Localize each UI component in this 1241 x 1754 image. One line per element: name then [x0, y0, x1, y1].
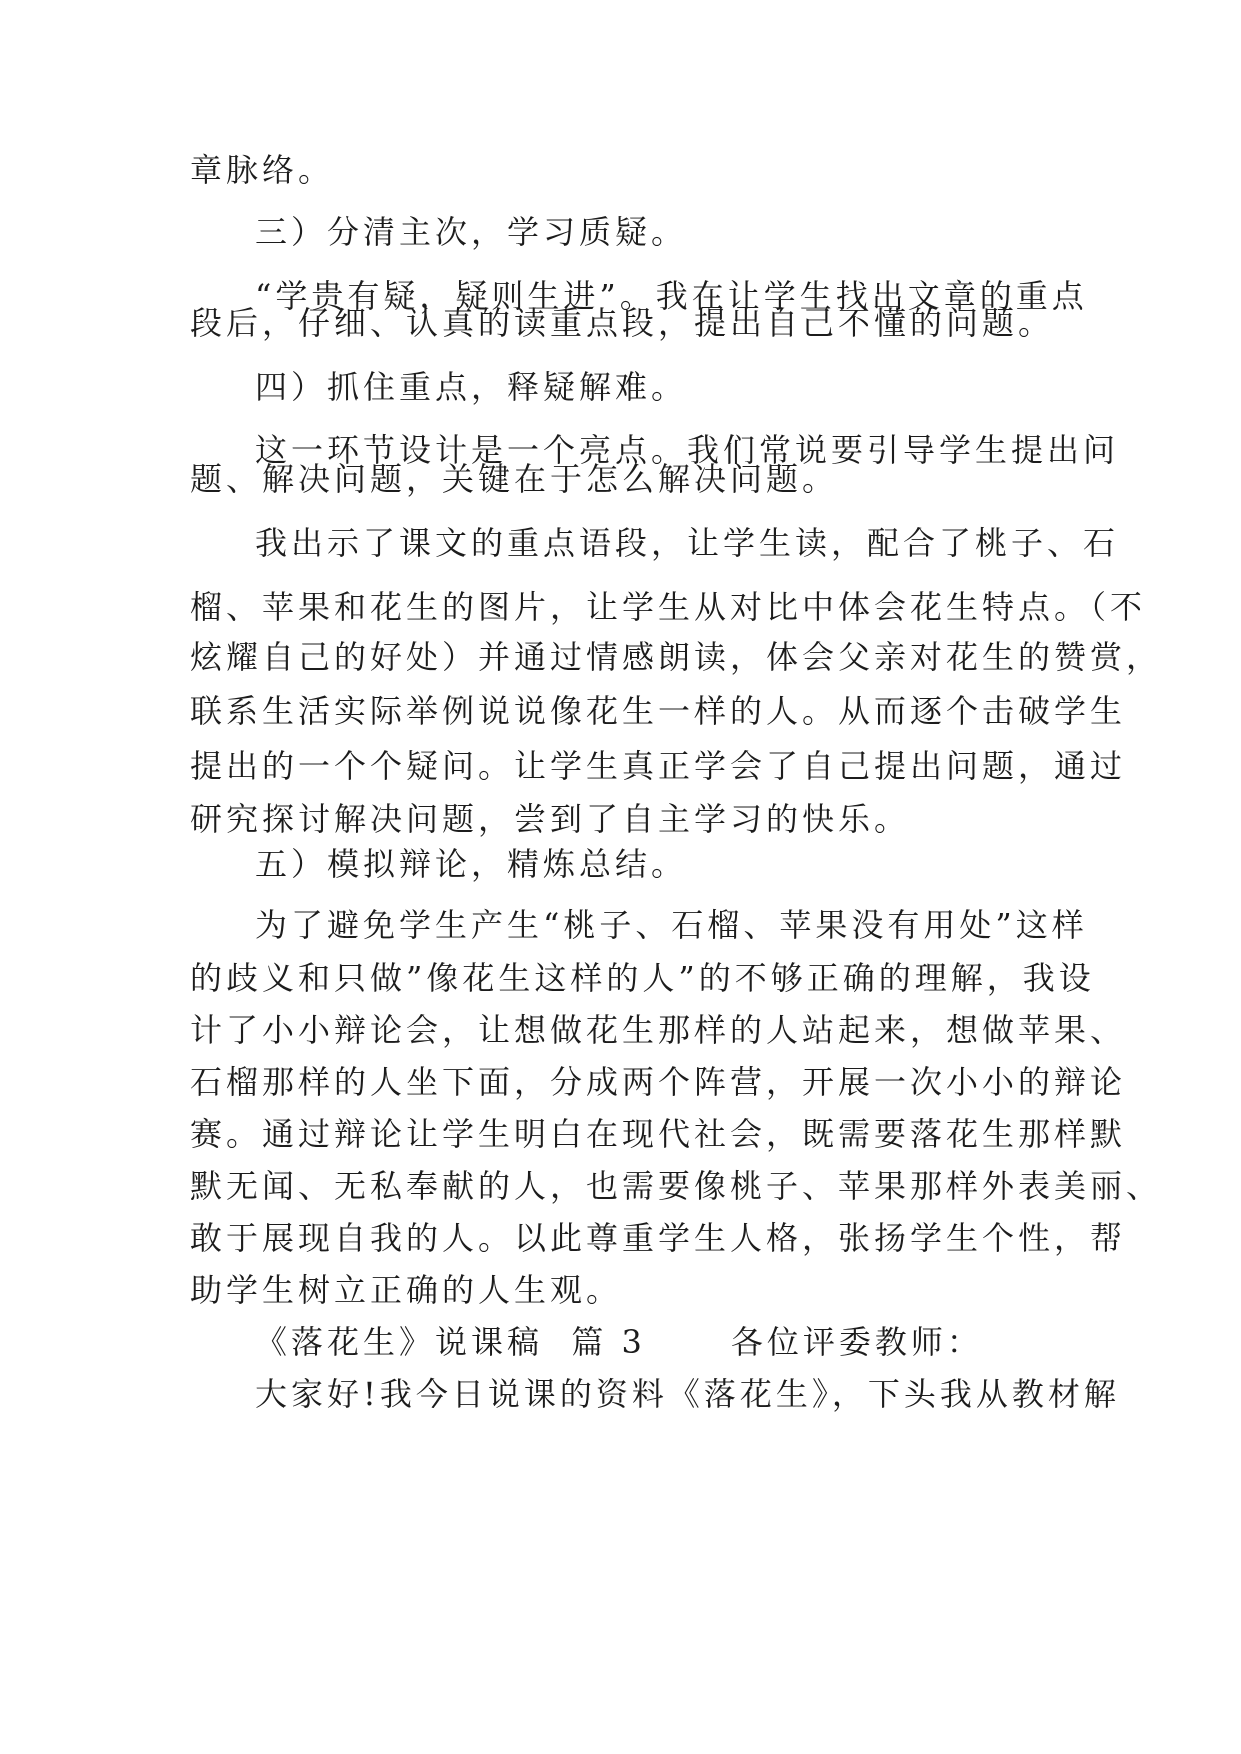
- paragraph-line: 为了避免学生产生“桃子、石榴、苹果没有用处”这样: [255, 906, 1088, 944]
- text-line: 章脉络。: [190, 151, 335, 189]
- text-line: 助学生树立正确的人生观。: [190, 1271, 623, 1309]
- text-line: 段后，仔细、认真的读重点段，提出自己不懂的问题。: [190, 304, 1055, 342]
- text-line: 敢于展现自我的人。以此尊重学生人格，张扬学生个性，帮: [190, 1219, 1127, 1257]
- text-line: 题、解决问题，关键在于怎么解决问题。: [190, 460, 839, 498]
- paragraph-line: 这一环节设计是一个亮点。我们常说要引导学生提出问: [255, 431, 1120, 469]
- paragraph-line: “学贵有疑，疑则生进”。我在让学生找出文章的重点: [255, 277, 1088, 315]
- text-line: 赛。通过辩论让学生明白在现代社会，既需要落花生那样默: [190, 1115, 1127, 1153]
- text-line: 提出的一个个疑问。让学生真正学会了自己提出问题，通过: [190, 747, 1127, 785]
- text-line: 的歧义和只做”像花生这样的人”的不够正确的理解，我设: [190, 959, 1095, 997]
- text-line: 默无闻、无私奉献的人，也需要像桃子、苹果那样外表美丽、: [190, 1167, 1163, 1205]
- section-heading: 四）抓住重点，释疑解难。: [255, 368, 688, 406]
- text-line: 榴、苹果和花生的图片，让学生从对比中体会花生特点。（不: [190, 588, 1147, 626]
- paragraph-line: 大家好!我今日说课的资料《落花生》，下头我从教材解: [255, 1375, 1120, 1413]
- section-heading: 三）分清主次，学习质疑。: [255, 213, 688, 251]
- text-line: 计了小小辩论会，让想做花生那样的人站起来，想做苹果、: [190, 1011, 1127, 1049]
- paragraph-line: 我出示了课文的重点语段，让学生读，配合了桃子、石: [255, 524, 1120, 562]
- text-line: 石榴那样的人坐下面，分成两个阵营，开展一次小小的辩论: [190, 1063, 1127, 1101]
- text-line: 联系生活实际举例说说像花生一样的人。从而逐个击破学生: [190, 692, 1127, 730]
- text-line: 炫耀自己的好处）并通过情感朗读，体会父亲对花生的赞赏，: [190, 638, 1163, 676]
- section-heading: 五）模拟辩论，精炼总结。: [255, 845, 688, 883]
- article-title-line: 《落花生》说课稿 篇 3 各位评委教师：: [255, 1323, 983, 1361]
- text-line: 研究探讨解决问题，尝到了自主学习的快乐。: [190, 800, 911, 838]
